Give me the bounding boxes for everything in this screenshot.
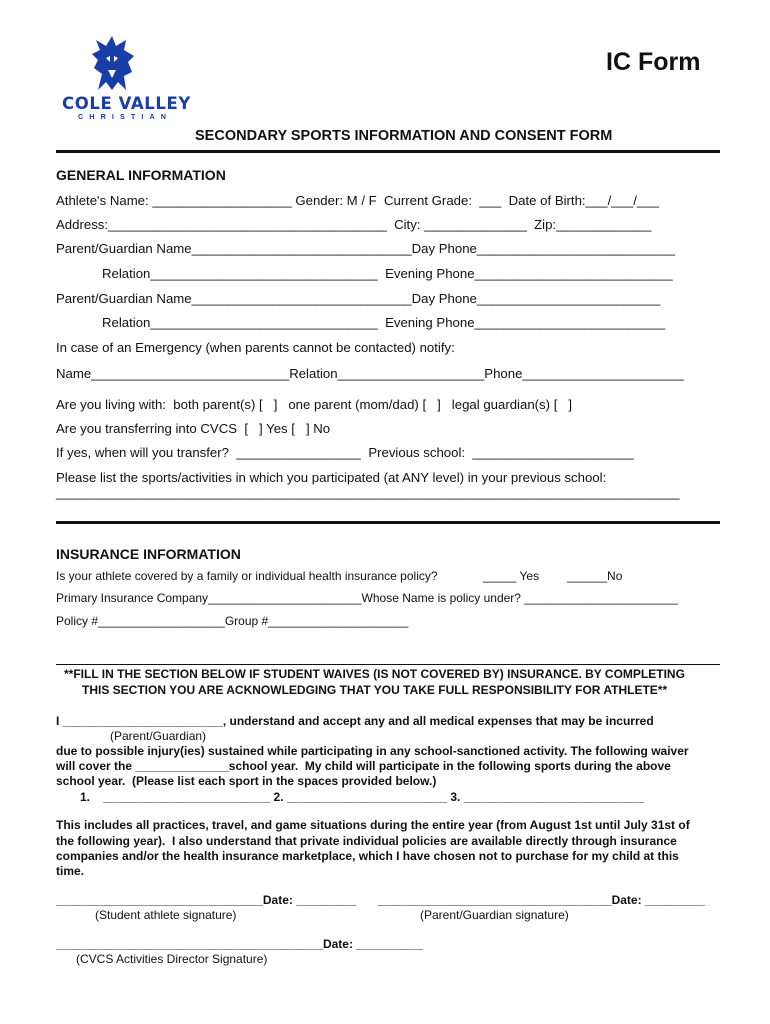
stallion-logo-icon [84, 34, 140, 92]
insurance-heading: INSURANCE INFORMATION [56, 546, 241, 562]
waiver-text-line5: This includes all practices, travel, and game situations during the entire year (from August 1st until July 31st of [56, 818, 690, 832]
general-heading: GENERAL INFORMATION [56, 167, 226, 183]
waiver-notice-line1: **FILL IN THE SECTION BELOW IF STUDENT WAIVES (IS NOT COVERED BY) INSURANCE. BY COMPLETING [64, 667, 685, 681]
school-year-line[interactable]: will cover the ______________school year. My child will participate in the following sports during the above [56, 759, 671, 773]
guardian2-name-line[interactable]: Parent/Guardian Name______________________________Day Phone_________________________ [56, 291, 661, 306]
section-divider [56, 521, 720, 524]
waiver-divider [56, 664, 720, 665]
parent-guardian-label: (Parent/Guardian) [110, 729, 207, 743]
previous-sports-line[interactable]: _____________________________________________________________________________________ [56, 485, 680, 500]
student-signature-label: (Student athlete signature) [95, 908, 237, 922]
insurance-company-line[interactable]: Primary Insurance Company_______________________Whose Name is policy under? _______________________ [56, 591, 678, 605]
logo-subtitle: CHRISTIAN [78, 112, 173, 121]
parent-signature-line[interactable]: ___________________________________Date: _________ [378, 893, 705, 907]
waiver-text-line2: due to possible injury(ies) sustained while participating in any school-sanctioned activity. The following waiver [56, 744, 689, 758]
previous-sports-label: Please list the sports/activities in which you participated (at ANY level) in your previous school: [56, 470, 607, 485]
form-code: IC Form [606, 48, 701, 76]
address-line[interactable]: Address:______________________________________ City: ______________ Zip:_____________ [56, 217, 652, 232]
guardian1-name-line[interactable]: Parent/Guardian Name______________________________Day Phone___________________________ [56, 241, 675, 256]
emergency-contact-line[interactable]: Name___________________________Relation____________________Phone______________________ [56, 366, 684, 381]
student-signature-line[interactable]: _______________________________Date: _________ [56, 893, 357, 907]
athlete-info-line[interactable]: Athlete's Name: ___________________ Gender: M / F Current Grade: ___ Date of Birth:___/___/___ [56, 193, 659, 208]
waiver-text-line6: the following year). I also understand that private individual policies are available directly through insurance [56, 834, 677, 848]
parent-signature-label: (Parent/Guardian signature) [420, 908, 569, 922]
coverage-yes-field[interactable]: _____ Yes [483, 569, 540, 583]
director-signature-line[interactable]: ________________________________________Date: __________ [56, 937, 424, 951]
transfer-line[interactable]: Are you transferring into CVCS [ ] Yes [ ] No [56, 421, 331, 436]
director-signature-label: (CVCS Activities Director Signature) [76, 952, 268, 966]
waiver-notice-line2: THIS SECTION YOU ARE ACKNOWLEDGING THAT YOU TAKE FULL RESPONSIBILITY FOR ATHLETE** [82, 683, 668, 697]
page-title: SECONDARY SPORTS INFORMATION AND CONSENT FORM [195, 128, 613, 144]
emergency-label: In case of an Emergency (when parents cannot be contacted) notify: [56, 340, 455, 355]
coverage-question: Is your athlete covered by a family or individual health insurance policy? [56, 569, 438, 583]
waiver-text-line4: school year. (Please list each sport in the spaces provided below.) [56, 774, 437, 788]
policy-group-line[interactable]: Policy #___________________Group #_____________________ [56, 614, 409, 628]
sports-list-line[interactable]: 1. _________________________ 2. ________________________ 3. ___________________________ [80, 790, 644, 804]
waiver-acceptance-line[interactable]: I ________________________, understand and accept any and all medical expenses that may be incurred [56, 714, 654, 728]
living-with-line[interactable]: Are you living with: both parent(s) [ ] one parent (mom/dad) [ ] legal guardian(s) [ ] [56, 397, 573, 412]
transfer-details-line[interactable]: If yes, when will you transfer? _________________ Previous school: ______________________ [56, 445, 634, 460]
guardian2-relation-line[interactable]: Relation_______________________________ Evening Phone__________________________ [102, 315, 666, 330]
waiver-text-line7: companies and/or the health insurance marketplace, which I have chosen not to purchase for my child at this [56, 849, 679, 863]
coverage-no-field[interactable]: ______No [567, 569, 623, 583]
waiver-text-line8: time. [56, 864, 85, 878]
logo-name: COLE VALLEY [62, 94, 191, 113]
title-divider [56, 150, 720, 153]
guardian1-relation-line[interactable]: Relation_______________________________ Evening Phone___________________________ [102, 266, 673, 281]
